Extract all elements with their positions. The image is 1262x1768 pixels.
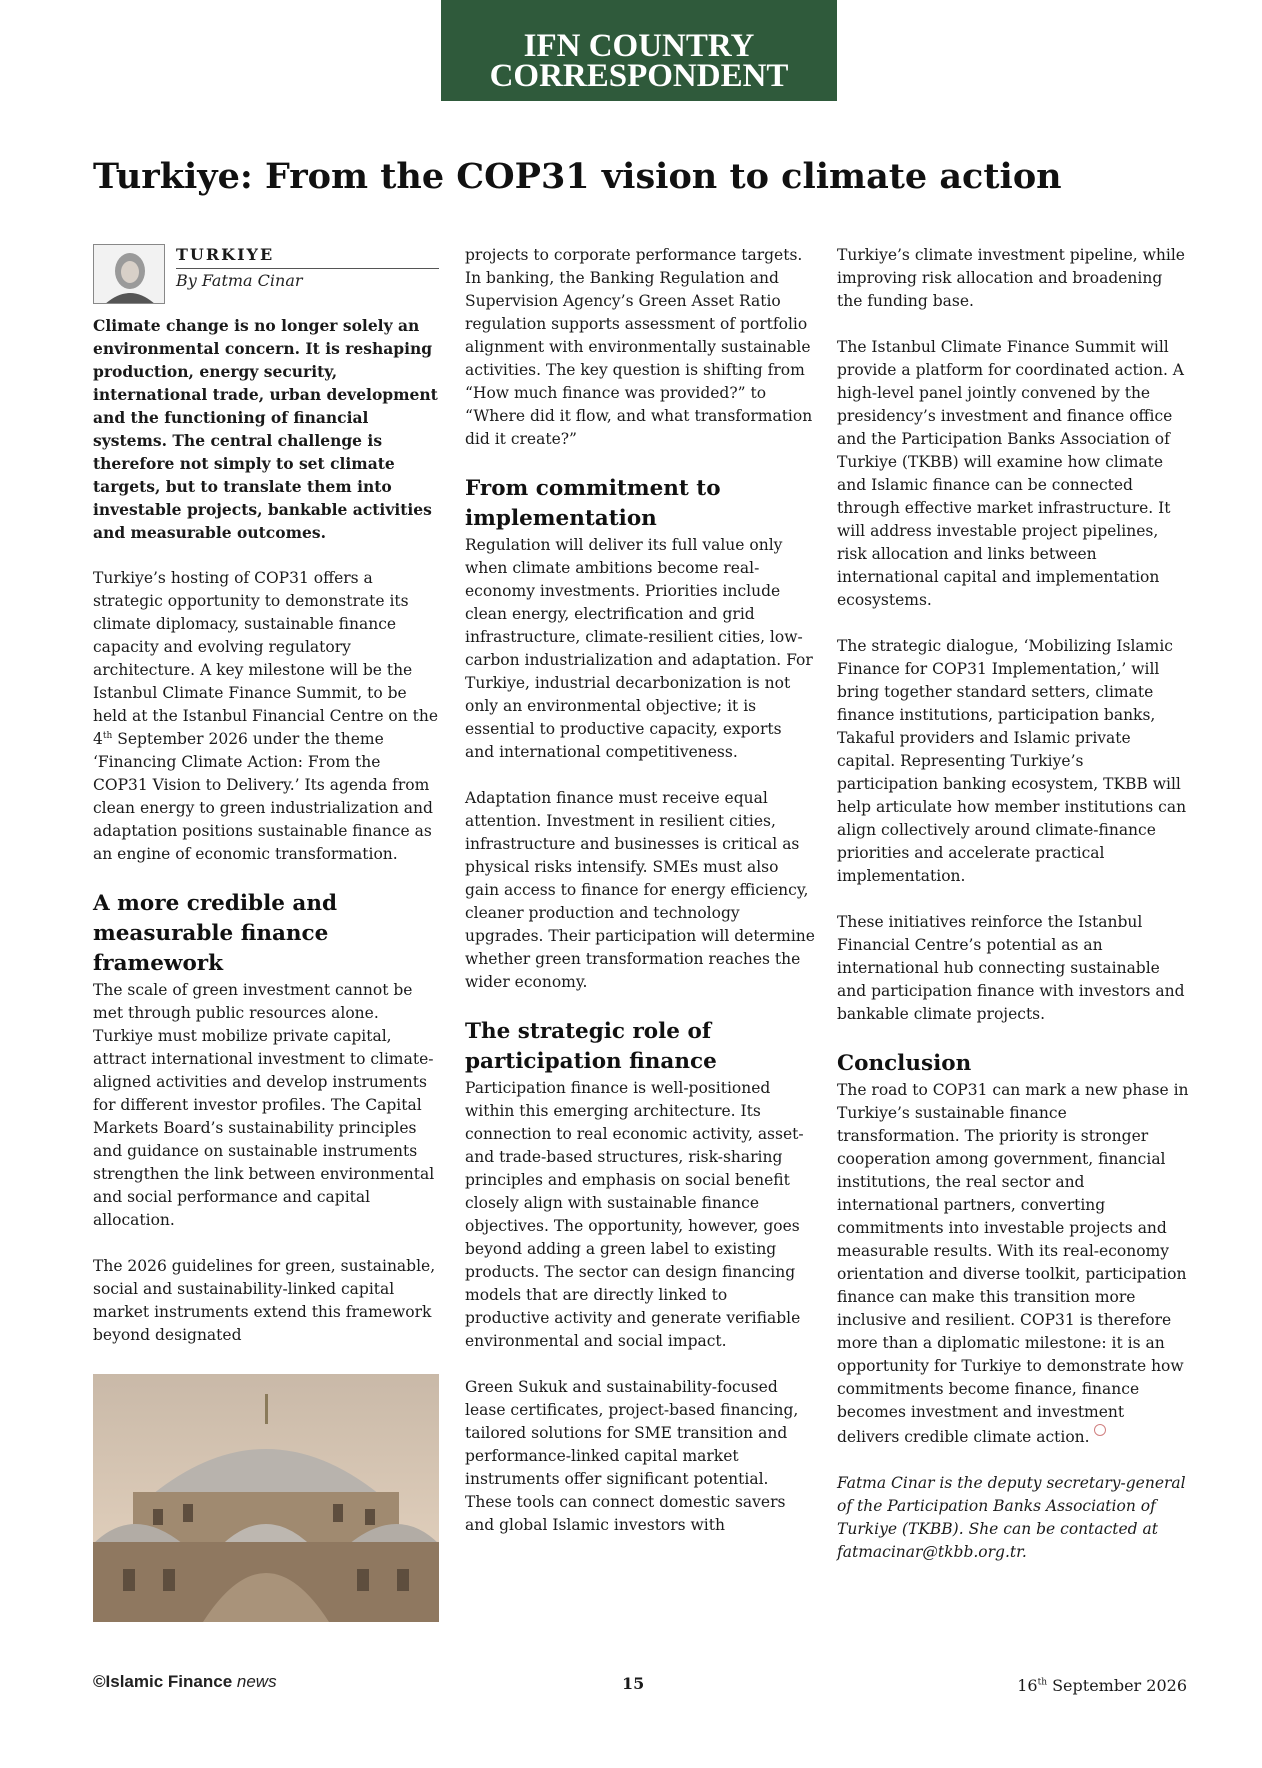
- paragraph-part: Turkiye’s hosting of COP31 offers a strategic opportunity to demonstrate its climate diplomacy, sustainable finance capacity and evolving regulatory architecture. A key milestone will be the Istanbul Climate Finance Summit, to be held at the Istanbul Financial Centre on the 4: [93, 569, 439, 748]
- article-headline: Turkiye: From the COP31 vision to climate action: [93, 156, 1062, 197]
- issue-date: [1017, 1676, 1187, 1695]
- paragraph: Regulation will deliver its full value only when climate ambitions become real-economy investments. Priorities include clean energy, electrification and grid infrastructure, climate-resilient cities, low-carbon industrialization and adaptation. For Turkiye, industrial decarbonization is not only an environmental objective; it is essential to productive capacity, exports and international competitiveness.: [465, 536, 813, 761]
- byline-text: [176, 244, 439, 293]
- byline: [93, 244, 439, 304]
- mosque-dome-photo: [93, 1374, 439, 1622]
- brand-name: Islamic Finance: [105, 1672, 233, 1691]
- country-label: TURKIYE: [176, 244, 439, 269]
- section-banner: [441, 0, 837, 101]
- footer-brand: [93, 1672, 277, 1692]
- paragraph: The scale of green investment cannot be met through public resources alone. Turkiye must mobilize private capital, attract international investment to climate-aligned activities and develop instruments for different investor profiles. The Capital Markets Board’s sustainability principles and guidance on sustainable instruments strengthen the link between environmental and social performance and capital allocation.: [93, 981, 435, 1229]
- brand-suffix: news: [236, 1672, 277, 1691]
- lead-paragraph: Climate change is no longer solely an environmental concern. It is reshaping production, energy security, international trade, urban development and the functioning of financial systems. The central challenge is therefore not simply to set climate targets, but to translate them into investable projects, bankable activities and measurable outcomes.: [93, 316, 438, 542]
- paragraph: Adaptation finance must receive equal attention. Investment in resilient cities, infrastructure and businesses is critical as physical risks intensify. SMEs must also gain access to finance for energy efficiency, cleaner production and technology upgrades. Their participation will determine whether green transformation reaches the wider economy.: [465, 789, 815, 991]
- paragraph: The 2026 guidelines for green, sustainable, social and sustainability-linked capital market instruments extend this framework beyond designated: [93, 1257, 436, 1344]
- paragraph: The strategic dialogue, ‘Mobilizing Islamic Finance for COP31 Implementation,’ will bring together standard setters, climate finance institutions, participation banks, Takaful providers and Islamic private capital. Representing Turkiye’s participation banking ecosystem, TKBB will help articulate how member institutions can align collectively around climate-finance priorities and accelerate practical implementation.: [837, 637, 1187, 885]
- paragraph: [837, 1079, 1189, 1449]
- paragraph: Green Sukuk and sustainability-focused lease certificates, project-based financing, tailored solutions for SME transition and performance-linked capital market instruments offer significant potential. These tools can connect domestic savers and global Islamic investors with: [465, 1378, 799, 1534]
- banner-line-2: CORRESPONDENT: [489, 58, 789, 94]
- date-suffix: th: [1037, 1677, 1047, 1688]
- section-heading: Conclusion: [837, 1051, 972, 1076]
- date-day: 16: [1017, 1676, 1038, 1695]
- date-rest: September 2026: [1047, 1676, 1187, 1695]
- section-heading: From commitment to implementation: [465, 476, 721, 531]
- column-3: [837, 244, 1189, 1564]
- column-1: [93, 244, 439, 1370]
- endmark-icon: [1094, 1424, 1106, 1436]
- paragraph: These initiatives reinforce the Istanbul Financial Centre’s potential as an international hub connecting sustainable and participation finance with investors and bankable climate projects.: [837, 913, 1185, 1023]
- paragraph: [93, 567, 439, 866]
- section-heading: A more credible and measurable finance framework: [93, 891, 338, 976]
- paragraph-text: The road to COP31 can mark a new phase in Turkiye’s sustainable finance transformation. The priority is stronger cooperation among government, financial institutions, the real sector and international partners, converting commitments into investable projects and measurable results. With its real-economy orientation and diverse toolkit, participation finance can make this transition more inclusive and resilient. COP31 is therefore more than a diplomatic milestone: it is an opportunity for Turkiye to demonstrate how commitments become finance, finance becomes investment and investment delivers credible climate action.: [837, 1081, 1189, 1447]
- banner-line-1: IFN COUNTRY: [523, 28, 755, 64]
- author-bio: Fatma Cinar is the deputy secretary-general of the Participation Banks Association of Turkiye (TKBB). She can be contacted at fatmacinar@tkbb.org.tr.: [837, 1474, 1186, 1562]
- paragraph: projects to corporate performance targets. In banking, the Banking Regulation and Supervision Agency’s Green Asset Ratio regulation supports assessment of portfolio alignment with environmentally sustainable activities. The key question is shifting from “How much finance was provided?” to “Where did it flow, and what transformation did it create?”: [465, 246, 813, 448]
- section-heading: The strategic role of participation finance: [465, 1019, 717, 1074]
- paragraph: The Istanbul Climate Finance Summit will provide a platform for coordinated action. A high-level panel jointly convened by the presidency’s investment and finance office and the Participation Banks Association of Turkiye (TKBB) will examine how climate and Islamic finance can be connected through effective market infrastructure. It will address investable project pipelines, risk allocation and links between international capital and implementation ecosystems.: [837, 338, 1185, 609]
- author-portrait-icon: [94, 245, 165, 304]
- paragraph: Participation finance is well-positioned within this emerging architecture. Its connection to real economic activity, asset- and trade-based structures, risk-sharing principles and emphasis on social benefit closely align with sustainable finance objectives. The opportunity, however, goes beyond adding a green label to existing products. The sector can design financing models that are directly linked to productive activity and generate verifiable environmental and social impact.: [465, 1079, 804, 1350]
- column-2: [465, 244, 815, 1560]
- page-number: 15: [622, 1674, 645, 1693]
- mosque-photo-icon: [93, 1374, 439, 1622]
- paragraph-part: September 2026 under the theme ‘Financing Climate Action: From the COP31 Vision to Delivery.’ Its agenda from clean energy to green industrialization and adaptation positions sustainable finance as an engine of economic transformation.: [93, 730, 433, 863]
- author-avatar: [93, 244, 165, 304]
- author-name: By Fatma Cinar: [176, 271, 303, 290]
- paragraph: Turkiye’s climate investment pipeline, while improving risk allocation and broadening the funding base.: [837, 246, 1185, 310]
- ordinal-suffix: th: [102, 730, 113, 741]
- copyright-symbol: ©: [93, 1672, 106, 1691]
